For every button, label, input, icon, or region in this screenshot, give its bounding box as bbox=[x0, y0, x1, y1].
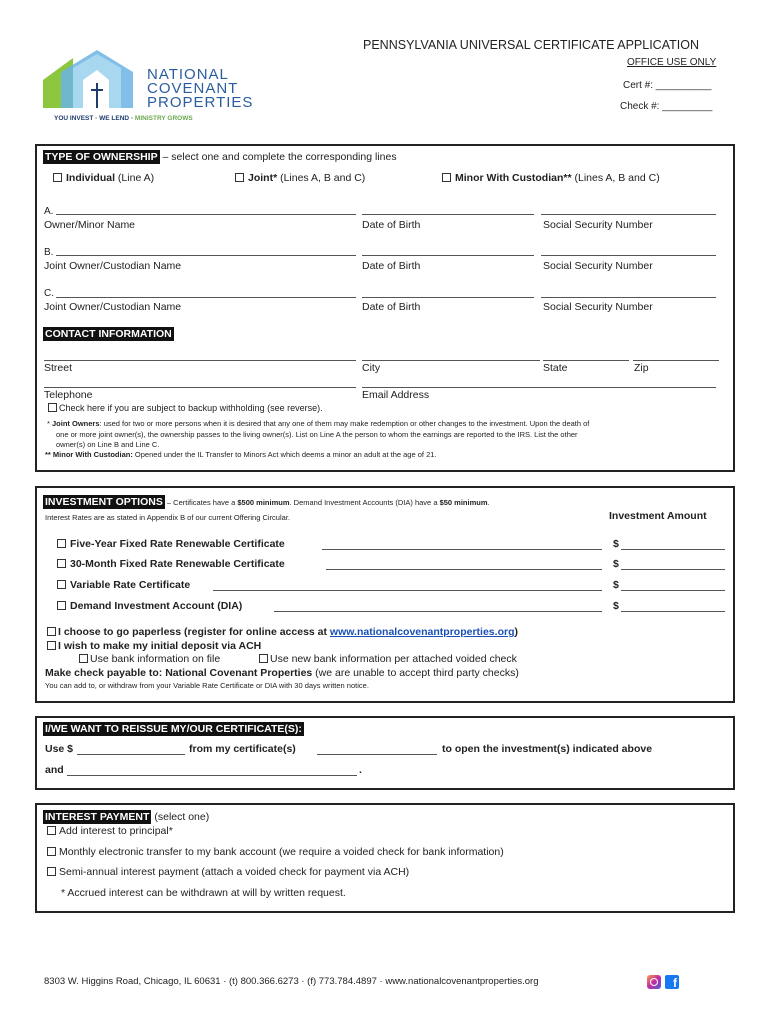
from-certificates-label: from my certificate(s) bbox=[189, 743, 296, 755]
investment-amount-label: Investment Amount bbox=[609, 510, 707, 522]
variable-rate-amount-input[interactable] bbox=[621, 590, 725, 591]
investment-heading: INVESTMENT OPTIONS – Certificates have a $500 minimum. Demand Investment Accounts (DIA) have a $50 minimum. bbox=[45, 496, 490, 508]
ssn-label: Social Security Number bbox=[543, 301, 653, 313]
line-a-label: A. bbox=[44, 206, 54, 217]
email-label: Email Address bbox=[362, 389, 430, 401]
checkbox[interactable] bbox=[47, 826, 56, 835]
dollar-sign: $ bbox=[613, 558, 619, 570]
joint-owners-note-line2: one or more joint owner(s), the ownership passes to the living owner(s). List on Line A the person to whom the earnings are reported to the IRS. List the other bbox=[56, 430, 578, 439]
cert-number-field[interactable]: Cert #: __________ bbox=[623, 80, 712, 91]
30-month-amount-input[interactable] bbox=[621, 569, 725, 570]
street-input[interactable] bbox=[44, 360, 356, 361]
checkbox[interactable] bbox=[57, 601, 66, 610]
checkbox[interactable] bbox=[57, 580, 66, 589]
add-withdraw-note: You can add to, or withdraw from your Variable Rate Certificate or DIA with 30 days written notice. bbox=[45, 681, 369, 690]
option-variable-rate[interactable]: Variable Rate Certificate bbox=[57, 580, 190, 591]
paperless-checkbox[interactable]: I choose to go paperless (register for online access at www.nationalcovenantproperties.org) bbox=[47, 627, 518, 638]
checkbox[interactable] bbox=[79, 654, 88, 663]
five-year-amount-input[interactable] bbox=[621, 549, 725, 550]
reissue-heading: I/WE WANT TO REISSUE MY/OUR CERTIFICATE(S): bbox=[45, 723, 302, 735]
30-month-fill-line bbox=[326, 569, 602, 570]
ownership-option-joint[interactable]: Joint* (Lines A, B and C) bbox=[235, 173, 365, 184]
street-label: Street bbox=[44, 362, 73, 374]
minor-custodian-note: ** Minor With Custodian: Opened under the IL Transfer to Minors Act which deems a minor an adult at the age of 21. bbox=[45, 450, 437, 459]
interest-rates-note: Interest Rates are as stated in Appendix B of our current Offering Circular. bbox=[45, 513, 290, 522]
dob-b-input[interactable] bbox=[362, 255, 534, 256]
ach-checkbox[interactable]: I wish to make my initial deposit via ACH bbox=[47, 641, 261, 652]
bank-new-checkbox[interactable]: Use new bank information per attached voided check bbox=[259, 654, 517, 665]
checkbox[interactable] bbox=[442, 173, 451, 182]
footer-address: 8303 W. Higgins Road, Chicago, IL 60631 · (t) 800.366.6273 · (f) 773.784.4897 · www.nationalcovenantproperties.org bbox=[44, 976, 539, 987]
state-label: State bbox=[543, 362, 568, 374]
ssn-label: Social Security Number bbox=[543, 260, 653, 272]
company-logo bbox=[40, 50, 270, 130]
joint-custodian-name-label: Joint Owner/Custodian Name bbox=[44, 260, 182, 272]
payable-to-note: Make check payable to: National Covenant Properties (we are unable to accept third party checks) bbox=[45, 667, 519, 679]
ownership-option-minor[interactable]: Minor With Custodian** (Lines A, B and C) bbox=[442, 173, 660, 184]
state-input[interactable] bbox=[543, 360, 629, 361]
additional-certificate-input[interactable] bbox=[67, 775, 357, 776]
use-amount-label: Use $ bbox=[45, 743, 74, 755]
checkbox[interactable] bbox=[235, 173, 244, 182]
five-year-fill-line bbox=[322, 549, 602, 550]
interest-heading: INTEREST PAYMENT (select one) bbox=[45, 811, 210, 823]
telephone-input[interactable] bbox=[44, 387, 356, 388]
joint-name-c-input[interactable] bbox=[56, 297, 356, 298]
instagram-icon[interactable] bbox=[647, 975, 661, 989]
dob-c-input[interactable] bbox=[362, 297, 534, 298]
dollar-sign: $ bbox=[613, 579, 619, 591]
variable-rate-fill-line bbox=[213, 590, 602, 591]
checkbox[interactable] bbox=[47, 627, 56, 636]
logo-line-1: NATIONAL bbox=[147, 66, 229, 83]
dollar-sign: $ bbox=[613, 538, 619, 550]
checkbox[interactable] bbox=[53, 173, 62, 182]
contact-heading: CONTACT INFORMATION bbox=[45, 328, 172, 340]
joint-name-b-input[interactable] bbox=[56, 255, 356, 256]
dia-fill-line bbox=[274, 611, 602, 612]
dia-amount-input[interactable] bbox=[621, 611, 725, 612]
option-five-year[interactable]: Five-Year Fixed Rate Renewable Certificate bbox=[57, 539, 285, 550]
city-input[interactable] bbox=[362, 360, 540, 361]
dob-label: Date of Birth bbox=[362, 260, 421, 272]
ssn-a-input[interactable] bbox=[541, 214, 716, 215]
line-c-label: C. bbox=[44, 288, 54, 299]
checkbox[interactable] bbox=[57, 559, 66, 568]
office-use-label: OFFICE USE ONLY bbox=[627, 57, 717, 68]
and-label: and bbox=[45, 764, 64, 776]
owner-name-input[interactable] bbox=[56, 214, 356, 215]
checkbox[interactable] bbox=[57, 539, 66, 548]
joint-owners-note: * Joint Owners: used for two or more persons when it is desired that any one of them may make redemption or other changes to the investment. Upon the death of bbox=[47, 419, 590, 428]
dob-label: Date of Birth bbox=[362, 301, 421, 313]
checkbox[interactable] bbox=[47, 867, 56, 876]
ssn-b-input[interactable] bbox=[541, 255, 716, 256]
check-number-field[interactable]: Check #: _________ bbox=[620, 101, 713, 112]
checkbox[interactable] bbox=[47, 641, 56, 650]
checkbox[interactable] bbox=[48, 403, 57, 412]
dob-a-input[interactable] bbox=[362, 214, 534, 215]
certificate-number-input[interactable] bbox=[317, 754, 437, 755]
ownership-option-individual[interactable]: Individual (Line A) bbox=[53, 173, 154, 184]
checkbox[interactable] bbox=[47, 847, 56, 856]
ownership-heading: TYPE OF OWNERSHIP – select one and complete the corresponding lines bbox=[45, 151, 397, 163]
option-dia[interactable]: Demand Investment Account (DIA) bbox=[57, 601, 242, 612]
backup-withholding-checkbox[interactable]: Check here if you are subject to backup withholding (see reverse). bbox=[48, 403, 323, 413]
owner-minor-name-label: Owner/Minor Name bbox=[44, 219, 136, 231]
email-input[interactable] bbox=[362, 387, 716, 388]
zip-input[interactable] bbox=[633, 360, 719, 361]
ssn-label: Social Security Number bbox=[543, 219, 653, 231]
zip-label: Zip bbox=[634, 362, 649, 374]
reissue-amount-input[interactable] bbox=[77, 754, 185, 755]
option-30-month[interactable]: 30-Month Fixed Rate Renewable Certificate bbox=[57, 559, 285, 570]
logo-line-2: COVENANT bbox=[147, 80, 239, 97]
joint-owners-note-line3: owner(s) on Line B and Line C. bbox=[56, 440, 160, 449]
interest-option-add-principal[interactable]: Add interest to principal* bbox=[47, 826, 173, 837]
reissue-period: . bbox=[359, 764, 362, 776]
logo-line-3: PROPERTIES bbox=[147, 94, 254, 111]
interest-option-monthly[interactable]: Monthly electronic transfer to my bank account (we require a voided check for bank information) bbox=[47, 847, 504, 858]
house-cross-logo-mark bbox=[43, 50, 143, 112]
line-b-label: B. bbox=[44, 247, 54, 258]
bank-on-file-checkbox[interactable]: Use bank information on file bbox=[79, 654, 220, 665]
ssn-c-input[interactable] bbox=[541, 297, 716, 298]
dollar-sign: $ bbox=[613, 600, 619, 612]
to-open-label: to open the investment(s) indicated above bbox=[442, 743, 653, 755]
dob-label: Date of Birth bbox=[362, 219, 421, 231]
facebook-icon[interactable]: f bbox=[665, 975, 679, 989]
accrued-interest-note: * Accrued interest can be withdrawn at will by written request. bbox=[61, 887, 346, 899]
website-link[interactable]: www.nationalcovenantproperties.org bbox=[329, 626, 515, 638]
city-label: City bbox=[362, 362, 381, 374]
page-title: PENNSYLVANIA UNIVERSAL CERTIFICATE APPLICATION bbox=[363, 38, 699, 52]
checkbox[interactable] bbox=[259, 654, 268, 663]
logo-tagline: YOU INVEST · WE LEND · MINISTRY GROWS bbox=[54, 115, 193, 122]
interest-option-semiannual[interactable]: Semi-annual interest payment (attach a voided check for payment via ACH) bbox=[47, 867, 409, 878]
telephone-label: Telephone bbox=[44, 389, 93, 401]
joint-custodian-name-label: Joint Owner/Custodian Name bbox=[44, 301, 182, 313]
